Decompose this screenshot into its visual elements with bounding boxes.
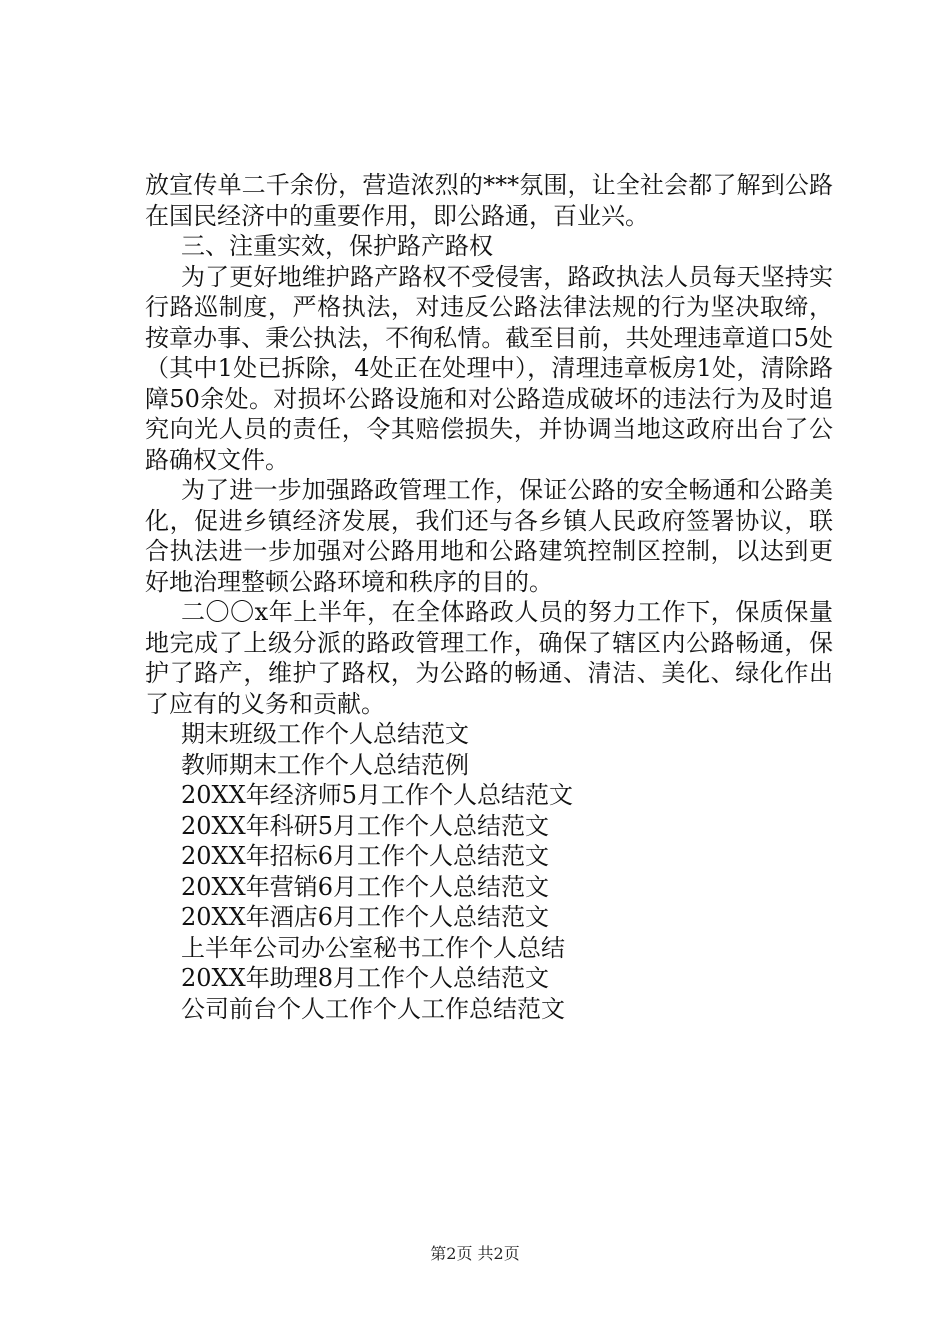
related-link[interactable]: 20XX年招标6月工作个人总结范文 (181, 842, 549, 870)
related-link[interactable]: 期末班级工作个人总结范文 (181, 720, 469, 748)
section-heading: 三、注重实效，保护路产路权 (181, 232, 493, 260)
document-body (145, 170, 833, 1024)
related-link[interactable]: 20XX年酒店6月工作个人总结范文 (181, 903, 549, 931)
paragraph-joint-enforcement: 为了进一步加强路政管理工作，保证公路的安全畅通和公路美化，促进乡镇经济发展，我们还与各乡镇人民政府签署协议，联合执法进一步加强对公路用地和公路建筑控制区控制，以达到更好地治理整顿公路环境和秩序的目的。 (145, 476, 833, 596)
related-link[interactable]: 上半年公司办公室秘书工作个人总结 (181, 933, 565, 962)
paragraph-road-patrol: 为了更好地维护路产路权不受侵害，路政执法人员每天坚持实行路巡制度，严格执法，对违反公路法律法规的行为坚决取缔，按章办事、秉公执法，不徇私情。截至目前，共处理违章道口5处（其中1处已拆除，4处正在处理中），清理违章板房1处，清除路障50余处。对损坏公路设施和对公路造成破坏的违法行为及时追究向光人员的责任，令其赔偿损失，并协调当地这政府出台了公路确权文件。 (145, 262, 833, 474)
related-link[interactable]: 20XX年助理8月工作个人总结范文 (181, 964, 549, 992)
page-number-footer: 第2页 共2页 (430, 1244, 520, 1263)
related-link[interactable]: 20XX年经济师5月工作个人总结范文 (181, 781, 573, 809)
related-link[interactable]: 教师期末工作个人总结范例 (181, 750, 469, 779)
related-link[interactable]: 20XX年科研5月工作个人总结范文 (181, 811, 549, 840)
related-link[interactable]: 公司前台个人工作个人工作总结范文 (181, 994, 565, 1023)
paragraph-continuation: 放宣传单二千余份，营造浓烈的***氛围，让全社会都了解到公路在国民经济中的重要作用，即公路通，百业兴。 (145, 171, 833, 230)
related-link[interactable]: 20XX年营销6月工作个人总结范文 (181, 872, 549, 901)
related-links-list (145, 719, 833, 1024)
paragraph-summary: 二〇〇x年上半年，在全体路政人员的努力工作下，保质保量地完成了上级分派的路政管理工作，确保了辖区内公路畅通，保护了路产，维护了路权，为公路的畅通、清洁、美化、绿化作出了应有的义务和贡献。 (145, 598, 833, 718)
